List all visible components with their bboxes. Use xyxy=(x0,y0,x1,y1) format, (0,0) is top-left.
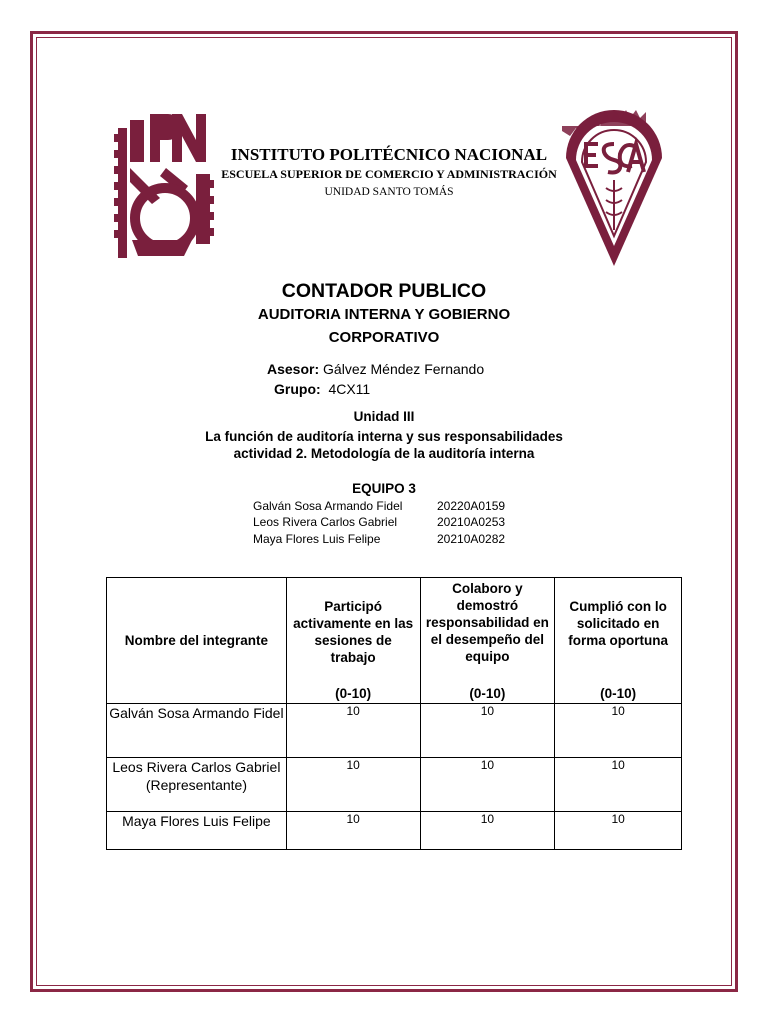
member-name: Maya Flores Luis Felipe xyxy=(253,532,381,546)
institution-name: INSTITUTO POLITÉCNICO NACIONAL xyxy=(230,145,548,164)
asesor-value: Gálvez Méndez Fernando xyxy=(323,361,485,377)
unit-title: Unidad III xyxy=(353,409,415,424)
asesor-line xyxy=(267,361,484,377)
grupo-line xyxy=(274,381,370,397)
header-text: Colaboro y demostró responsabilidad en el desempeño del equipo xyxy=(425,581,549,664)
asesor-label: Asesor: xyxy=(267,361,320,377)
header-scale: (0-10) xyxy=(335,686,372,701)
member-name: Leos Rivera Carlos Gabriel xyxy=(253,515,398,529)
row-member-name: Maya Flores Luis Felipe xyxy=(107,812,287,850)
table-header-row xyxy=(107,578,682,704)
table-row xyxy=(107,758,682,812)
header-text: Participó activamente en las sesiones de trabajo xyxy=(293,599,414,665)
header-text: Cumplió con lo solicitado en forma oportuna xyxy=(568,599,668,648)
table-row xyxy=(107,812,682,850)
subject-title-line2: CORPORATIVO xyxy=(328,329,440,346)
member-id: 20210A0282 xyxy=(437,532,506,546)
row-member-name: Leos Rivera Carlos Gabriel (Representante) xyxy=(107,758,287,812)
evaluation-table xyxy=(106,577,682,850)
grupo-value: 4CX11 xyxy=(328,381,371,397)
header-participation xyxy=(286,578,420,704)
row-score-collaboration: 10 xyxy=(420,704,555,758)
header-scale: (0-10) xyxy=(600,686,637,701)
career-title: CONTADOR PUBLICO xyxy=(281,280,487,302)
row-score-collaboration: 10 xyxy=(420,758,555,812)
row-score-timeliness: 10 xyxy=(555,812,682,850)
row-score-participation: 10 xyxy=(286,812,420,850)
member-name: Galván Sosa Armando Fidel xyxy=(253,499,403,513)
row-score-timeliness: 10 xyxy=(555,704,682,758)
header-collaboration xyxy=(420,578,555,704)
table-row xyxy=(107,704,682,758)
school-name: ESCUELA SUPERIOR DE COMERCIO Y ADMINISTRACIÓN xyxy=(221,167,557,181)
member-id: 20210A0253 xyxy=(437,515,506,529)
row-member-name: Galván Sosa Armando Fidel xyxy=(107,704,287,758)
team-title: EQUIPO 3 xyxy=(352,481,416,496)
row-score-participation: 10 xyxy=(286,758,420,812)
row-score-participation: 10 xyxy=(286,704,420,758)
activity-title: actividad 2. Metodología de la auditoría interna xyxy=(233,446,535,461)
esca-logo xyxy=(562,106,666,270)
row-score-collaboration: 10 xyxy=(420,812,555,850)
header-timeliness xyxy=(555,578,682,704)
unit-subtitle: La función de auditoría interna y sus responsabilidades xyxy=(205,429,563,444)
grupo-label: Grupo: xyxy=(274,381,321,397)
header-member-name: Nombre del integrante xyxy=(107,578,287,704)
member-id: 20220A0159 xyxy=(437,499,506,513)
campus-name: UNIDAD SANTO TOMÁS xyxy=(324,186,454,198)
row-score-timeliness: 10 xyxy=(555,758,682,812)
subject-title-line1: AUDITORIA INTERNA Y GOBIERNO xyxy=(257,306,511,323)
header-scale: (0-10) xyxy=(469,686,506,701)
ipn-logo xyxy=(110,110,214,266)
